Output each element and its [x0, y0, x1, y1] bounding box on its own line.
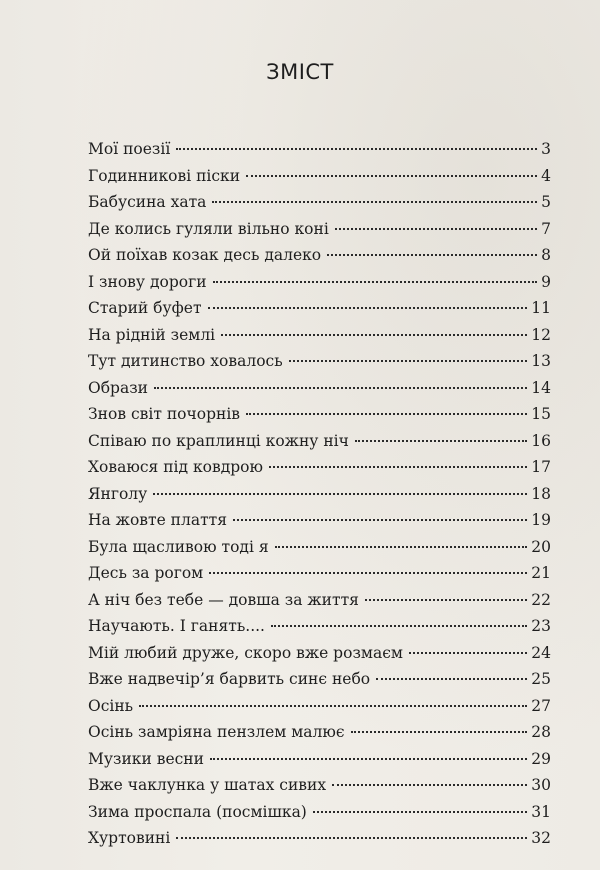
toc-entry-page-number: 21 [531, 564, 551, 582]
toc-entry-page-number: 12 [531, 325, 551, 344]
dot-leader [332, 784, 527, 786]
toc-entry-title: Ой поїхав козак десь далеко [88, 246, 322, 264]
toc-entry-title: Образи [88, 378, 148, 397]
toc-entry-title: Зима проспала (посмішка) [88, 802, 307, 821]
toc-entry-page-number: 20 [531, 537, 551, 556]
toc-entry-title: Мій любий друже, скоро вже розмаєм [88, 643, 403, 662]
dot-leader [289, 360, 528, 362]
dot-leader [351, 731, 528, 733]
toc-entry [88, 719, 551, 746]
table-of-contents [88, 136, 551, 852]
dot-leader [221, 334, 527, 336]
toc-entry-title: Мої поезії [88, 140, 171, 158]
toc-entry-title: А ніч без тебе — довша за життя [88, 590, 359, 609]
toc-entry [88, 666, 551, 693]
page-title: ЗМІСТ [266, 60, 334, 84]
toc-entry-page-number: 18 [531, 484, 551, 503]
toc-entry-title: І знову дороги [88, 272, 207, 291]
toc-entry-title: Старий буфет [88, 299, 202, 317]
toc-entry [88, 216, 551, 243]
toc-entry-page-number: 22 [531, 590, 551, 609]
dot-leader [335, 228, 537, 230]
toc-entry [88, 640, 551, 667]
toc-entry [88, 189, 551, 216]
toc-entry [88, 242, 551, 269]
toc-entry-page-number: 9 [541, 272, 551, 291]
toc-entry-title: Осінь [88, 696, 134, 715]
toc-entry-page-number: 8 [541, 246, 551, 264]
toc-entry-page-number: 3 [541, 140, 551, 158]
toc-entry-title: Де колись гуляли вільно коні [88, 219, 329, 238]
toc-entry-title: Вже надвечір’я барвить синє небо [88, 670, 371, 688]
toc-entry-title: На рідній землі [88, 325, 216, 344]
toc-entry-title: Ховаюся під ковдрою [88, 458, 264, 476]
dot-leader [409, 652, 527, 654]
toc-entry [88, 375, 551, 402]
toc-entry [88, 799, 551, 826]
dot-leader [355, 440, 527, 442]
toc-entry [88, 454, 551, 481]
toc-entry-page-number: 23 [531, 617, 551, 635]
toc-entry [88, 772, 551, 799]
dot-leader [209, 572, 527, 574]
dot-leader [246, 175, 537, 177]
toc-entry-title: Десь за рогом [88, 564, 204, 582]
dot-leader [275, 546, 528, 548]
dot-leader [176, 148, 537, 150]
dot-leader [269, 466, 527, 468]
dot-leader [154, 387, 527, 389]
toc-entry [88, 163, 551, 190]
toc-entry-title: Знов світ почорнів [88, 405, 241, 423]
dot-leader [365, 599, 527, 601]
toc-entry-page-number: 16 [531, 431, 551, 450]
dot-leader [246, 413, 527, 415]
toc-entry-page-number: 19 [531, 511, 551, 529]
toc-entry-page-number: 30 [531, 776, 551, 794]
toc-entry-title: Була щасливою тоді я [88, 537, 269, 556]
dot-leader [208, 307, 528, 309]
toc-entry-page-number: 32 [531, 829, 551, 847]
toc-entry [88, 825, 551, 852]
dot-leader [213, 281, 538, 283]
toc-entry-title: Тут дитинство ховалось [88, 352, 283, 370]
dot-leader [153, 493, 527, 495]
toc-entry-page-number: 4 [541, 166, 551, 185]
toc-entry [88, 693, 551, 720]
toc-entry-page-number: 17 [531, 458, 551, 476]
toc-entry-page-number: 7 [541, 219, 551, 238]
toc-entry-title: На жовте плаття [88, 511, 228, 529]
toc-entry [88, 481, 551, 508]
dot-leader [327, 254, 537, 256]
dot-leader [271, 625, 527, 627]
toc-entry-title: Музики весни [88, 749, 204, 768]
dot-leader [212, 201, 537, 203]
dot-leader [376, 678, 527, 680]
toc-entry-title: Осінь замріяна пензлем малює [88, 723, 345, 741]
toc-entry [88, 587, 551, 614]
dot-leader [233, 519, 527, 521]
toc-entry [88, 136, 551, 163]
toc-entry-page-number: 5 [541, 193, 551, 211]
toc-entry-page-number: 11 [531, 299, 551, 317]
dot-leader [176, 837, 527, 839]
dot-leader [210, 758, 527, 760]
toc-entry [88, 534, 551, 561]
toc-entry [88, 746, 551, 773]
toc-entry-page-number: 15 [531, 405, 551, 423]
toc-entry-page-number: 31 [531, 802, 551, 821]
dot-leader [313, 811, 527, 813]
toc-entry-page-number: 13 [531, 352, 551, 370]
toc-entry-title: Годинникові піски [88, 166, 241, 185]
toc-entry-title: Хуртовині [88, 829, 171, 847]
toc-entry [88, 348, 551, 375]
toc-entry [88, 269, 551, 296]
toc-entry [88, 295, 551, 322]
dot-leader [139, 705, 527, 707]
toc-entry-title: Вже чаклунка у шатах сивих [88, 776, 327, 794]
toc-entry-title: Научають. І ганять.... [88, 617, 265, 635]
toc-entry [88, 507, 551, 534]
toc-entry [88, 428, 551, 455]
toc-entry-title: Співаю по краплинці кожну ніч [88, 431, 349, 450]
toc-entry [88, 613, 551, 640]
toc-entry-title: Янголу [88, 484, 148, 503]
toc-entry [88, 560, 551, 587]
toc-entry-page-number: 25 [531, 670, 551, 688]
toc-entry [88, 401, 551, 428]
toc-entry-page-number: 28 [531, 723, 551, 741]
toc-entry-title: Бабусина хата [88, 193, 207, 211]
toc-entry-page-number: 24 [531, 643, 551, 662]
toc-entry-page-number: 27 [531, 696, 551, 715]
toc-entry-page-number: 14 [531, 378, 551, 397]
toc-entry-page-number: 29 [531, 749, 551, 768]
toc-entry [88, 322, 551, 349]
